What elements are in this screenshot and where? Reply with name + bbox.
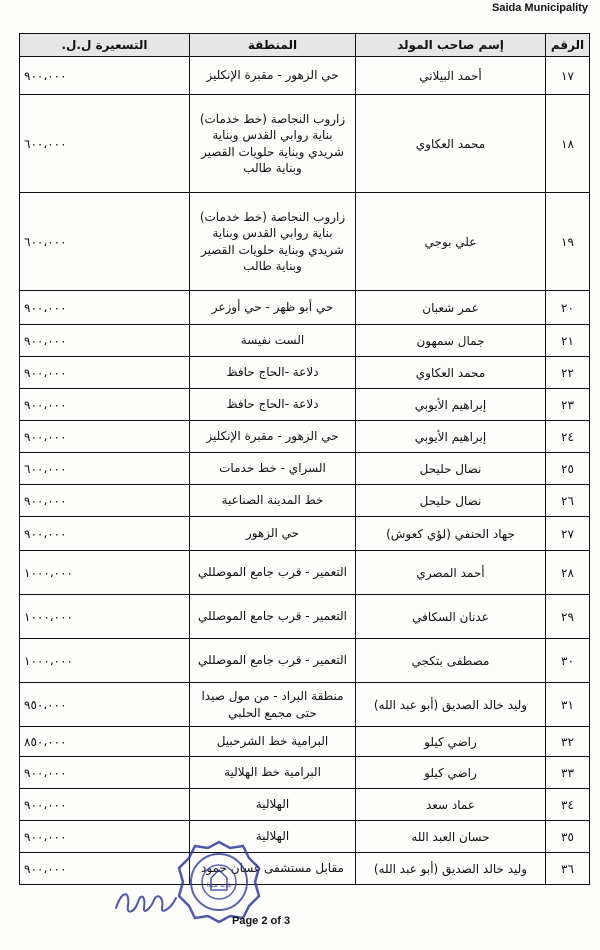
cell-name: جهاد الحنفي (لؤي كعوش) — [356, 517, 546, 551]
cell-area: حي الزهور - مقبرة الإنكليز — [190, 421, 356, 453]
table-row — [20, 193, 590, 291]
cell-price: ٩٠٠،٠٠٠ — [20, 325, 190, 357]
cell-area: الهلالية — [190, 821, 356, 853]
table-row — [20, 291, 590, 325]
cell-area: الست نفيسة — [190, 325, 356, 357]
cell-area: زاروب النجاصة (خط خدمات) بناية روابي القدس وبناية شريدي وبناية حلويات القصير وبناية طالب — [190, 193, 356, 291]
cell-price: ٨٥٠،٠٠٠ — [20, 727, 190, 757]
header-num: الرقم — [546, 34, 590, 57]
cell-num: ٢٧ — [546, 517, 590, 551]
cell-num: ٢٤ — [546, 421, 590, 453]
table-row — [20, 821, 590, 853]
cell-price: ٩٠٠،٠٠٠ — [20, 57, 190, 95]
table-row — [20, 551, 590, 595]
cell-name: علي بوجي — [356, 193, 546, 291]
cell-name: نضال حليحل — [356, 453, 546, 485]
table-row — [20, 639, 590, 683]
cell-name: راضي كيلو — [356, 727, 546, 757]
cell-name: راضي كيلو — [356, 757, 546, 789]
cell-num: ٣٤ — [546, 789, 590, 821]
table-row — [20, 389, 590, 421]
cell-name: محمد العكاوي — [356, 95, 546, 193]
cell-price: ٩٠٠،٠٠٠ — [20, 421, 190, 453]
cell-price: ١٠٠٠،٠٠٠ — [20, 551, 190, 595]
table-row — [20, 789, 590, 821]
cell-area: دلاعة -الحاج حافظ — [190, 357, 356, 389]
cell-name: محمد العكاوي — [356, 357, 546, 389]
cell-num: ٣٦ — [546, 853, 590, 885]
cell-price: ٦٠٠،٠٠٠ — [20, 95, 190, 193]
cell-price: ٩٠٠،٠٠٠ — [20, 389, 190, 421]
cell-name: إبراهيم الأيوبي — [356, 421, 546, 453]
handwritten-signature — [112, 880, 182, 920]
table-row — [20, 57, 590, 95]
cell-num: ٢١ — [546, 325, 590, 357]
cell-price: ٩٠٠،٠٠٠ — [20, 517, 190, 551]
table-row — [20, 453, 590, 485]
cell-area: حي الزهور — [190, 517, 356, 551]
cell-price: ٦٠٠،٠٠٠ — [20, 193, 190, 291]
cell-price: ٩٠٠،٠٠٠ — [20, 291, 190, 325]
cell-price: ٩٠٠،٠٠٠ — [20, 821, 190, 853]
cell-name: وليد خالد الصديق (أبو عبد الله) — [356, 853, 546, 885]
cell-name: نضال حليحل — [356, 485, 546, 517]
cell-num: ٣٥ — [546, 821, 590, 853]
header-municipality: Saida Municipality — [492, 2, 588, 14]
cell-num: ٢٩ — [546, 595, 590, 639]
table-row — [20, 517, 590, 551]
cell-name: إبراهيم الأيوبي — [356, 389, 546, 421]
table-row — [20, 683, 590, 727]
cell-area: حي أبو ظهر - حي أوزعر — [190, 291, 356, 325]
table-row — [20, 595, 590, 639]
cell-name: أحمد البيلاني — [356, 57, 546, 95]
cell-name: حسان العبد الله — [356, 821, 546, 853]
cell-area: التعمير - قرب جامع الموصللي — [190, 639, 356, 683]
cell-num: ٢٨ — [546, 551, 590, 595]
cell-area: البرامية خط الشرحبيل — [190, 727, 356, 757]
cell-price: ٩٠٠،٠٠٠ — [20, 757, 190, 789]
cell-area: حي الزهور - مقبرة الإنكليز — [190, 57, 356, 95]
cell-price: ٩٥٠،٠٠٠ — [20, 683, 190, 727]
cell-price: ١٠٠٠،٠٠٠ — [20, 639, 190, 683]
cell-num: ٢٣ — [546, 389, 590, 421]
cell-num: ٣١ — [546, 683, 590, 727]
cell-area: البرامية خط الهلالية — [190, 757, 356, 789]
cell-area: السراي - خط خدمات — [190, 453, 356, 485]
cell-name: وليد خالد الصديق (أبو عبد الله) — [356, 683, 546, 727]
cell-num: ٣٢ — [546, 727, 590, 757]
cell-area: خط المدينة الصناعية — [190, 485, 356, 517]
header-name: إسم صاحب المولد — [356, 34, 546, 57]
cell-name: عدنان السكافي — [356, 595, 546, 639]
table-row — [20, 485, 590, 517]
table-row — [20, 757, 590, 789]
cell-area: مقابل مستشفى غسان حمود — [190, 853, 356, 885]
cell-num: ١٧ — [546, 57, 590, 95]
cell-num: ٢٢ — [546, 357, 590, 389]
cell-name: عماد سعد — [356, 789, 546, 821]
generators-table — [19, 33, 590, 885]
cell-area: التعمير - قرب جامع الموصللي — [190, 551, 356, 595]
cell-name: عمر شعبان — [356, 291, 546, 325]
cell-area: الهلالية — [190, 789, 356, 821]
cell-area: التعمير - قرب جامع الموصللي — [190, 595, 356, 639]
cell-num: ٢٠ — [546, 291, 590, 325]
seal-text: بلدية صيدا — [206, 882, 232, 889]
table-row — [20, 421, 590, 453]
cell-price: ١٠٠٠،٠٠٠ — [20, 595, 190, 639]
table-row — [20, 325, 590, 357]
cell-num: ١٩ — [546, 193, 590, 291]
cell-price: ٩٠٠،٠٠٠ — [20, 357, 190, 389]
cell-name: مصطفى بتكجي — [356, 639, 546, 683]
cell-num: ٣٣ — [546, 757, 590, 789]
table-row — [20, 357, 590, 389]
cell-area: دلاعة -الحاج حافظ — [190, 389, 356, 421]
cell-price: ٩٠٠،٠٠٠ — [20, 853, 190, 885]
cell-num: ٢٥ — [546, 453, 590, 485]
cell-price: ٩٠٠،٠٠٠ — [20, 789, 190, 821]
cell-num: ٣٠ — [546, 639, 590, 683]
header-area: المنطقة — [190, 34, 356, 57]
cell-name: جمال سمهون — [356, 325, 546, 357]
cell-name: أحمد المصري — [356, 551, 546, 595]
table-header-row — [20, 34, 590, 57]
cell-num: ٢٦ — [546, 485, 590, 517]
table-row — [20, 95, 590, 193]
cell-area: منطقة البراد - من مول صيدا حتى مجمع الحلبي — [190, 683, 356, 727]
municipality-seal-stamp — [177, 840, 261, 924]
header-price: التسعيرة ل.ل. — [20, 34, 190, 57]
table-row — [20, 853, 590, 885]
cell-num: ١٨ — [546, 95, 590, 193]
cell-area: زاروب النجاصة (خط خدمات) بناية روابي القدس وبناية شريدي وبناية حلويات القصير وبناية طالب — [190, 95, 356, 193]
table-row — [20, 727, 590, 757]
cell-price: ٦٠٠،٠٠٠ — [20, 453, 190, 485]
page-number: Page 2 of 3 — [232, 915, 291, 927]
cell-price: ٩٠٠،٠٠٠ — [20, 485, 190, 517]
